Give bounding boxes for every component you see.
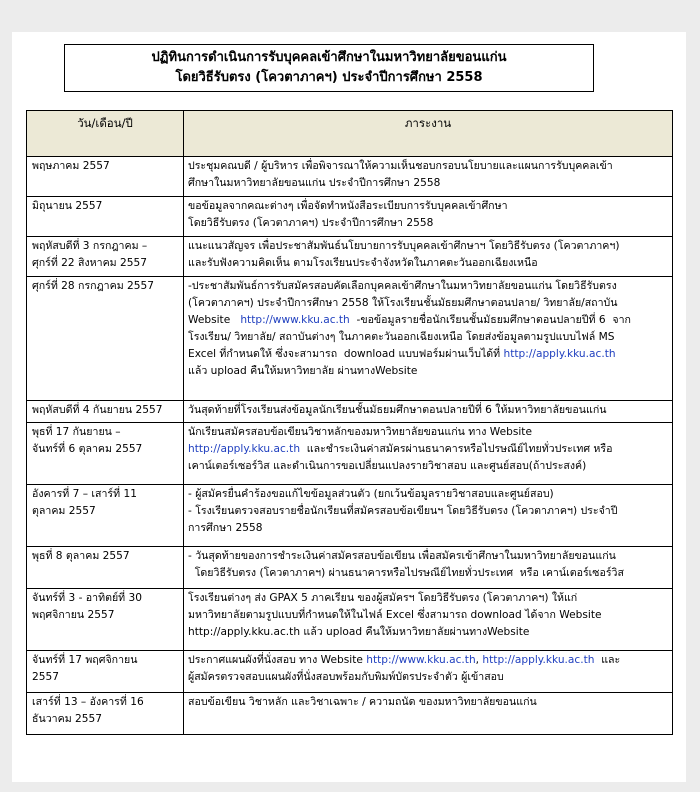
apply-website-link[interactable]: http://apply.kku.ac.th: [503, 348, 616, 360]
date-cell: [27, 547, 184, 589]
task-text: มหาวิทยาลัยตามรูปแบบที่กำหนดให้ในไฟล์ Excel ซึ่งสามารถ download ได้จาก Website: [188, 609, 602, 621]
task-cell: [184, 693, 673, 735]
date-text: จันทร์ที่ 6 ตุลาคม 2557: [32, 443, 143, 455]
date-cell: [27, 197, 184, 237]
date-text: ศุกร์ที่ 28 กรกฎาคม 2557: [32, 280, 155, 292]
task-cell: [184, 589, 673, 651]
task-text: Excel ที่กำหนดให้ ซึ่งจะสามารถ download แบบฟอร์มผ่านเว็บได้ที่: [188, 348, 504, 360]
table-header-row: [27, 111, 673, 157]
task-text: นักเรียนสมัครสอบข้อเขียนวิชาหลักของมหาวิทยาลัยขอนแก่น ทาง Website: [188, 426, 532, 438]
table-row: [27, 485, 673, 547]
task-cell: [184, 485, 673, 547]
date-cell: [27, 589, 184, 651]
apply-website-link[interactable]: http://apply.kku.ac.th: [482, 654, 595, 666]
task-cell: [184, 423, 673, 485]
table-row: [27, 423, 673, 485]
table-row: [27, 589, 673, 651]
header-date: วัน/เดือน/ปี: [27, 111, 184, 157]
task-cell: [184, 277, 673, 401]
task-text: และรับฟังความคิดเห็น ตามโรงเรียนประจำจังหวัดในภาคตะวันออกเฉียงเหนือ: [188, 257, 538, 269]
date-text: พฤษภาคม 2557: [32, 160, 110, 172]
task-text: แนะแนวสัญจร เพื่อประชาสัมพันธ์นโยบายการรับบุคคลเข้าศึกษาฯ โดยวิธีรับตรง (โควตาภาคฯ): [188, 240, 620, 252]
task-cell: [184, 197, 673, 237]
date-cell: [27, 277, 184, 401]
task-text: เคาน์เตอร์เซอร์วิส และดำเนินการขอเปลี่ยนแปลงรายวิชาสอบ และศูนย์สอบ(ถ้าประสงค์): [188, 460, 587, 472]
table-row: [27, 197, 673, 237]
table-row: [27, 651, 673, 693]
task-text: และ: [594, 654, 621, 666]
task-text: ประกาศแผนผังที่นั่งสอบ ทาง Website: [188, 654, 367, 666]
date-cell: [27, 401, 184, 423]
date-text: ศุกร์ที่ 22 สิงหาคม 2557: [32, 257, 147, 269]
table-row: [27, 237, 673, 277]
date-cell: [27, 693, 184, 735]
task-text: โดยวิธีรับตรง (โควตาภาคฯ) ผ่านธนาคารหรือไปรษณีย์ไทยทั่วประเทศ หรือ เคาน์เตอร์เซอร์วิส: [188, 567, 624, 579]
task-cell: [184, 237, 673, 277]
task-text: ประชุมคณบดี / ผู้บริหาร เพื่อพิจารณาให้ความเห็นชอบกรอบนโยบายและแผนการรับบุคคลเข้า: [188, 160, 613, 172]
task-text: วันสุดท้ายที่โรงเรียนส่งข้อมูลนักเรียนชั้นมัธยมศึกษาตอนปลายปีที่ 6 ให้มหาวิทยาลัยขอนแก่น: [188, 404, 607, 416]
task-text: ผู้สมัครตรวจสอบแผนผังที่นั่งสอบพร้อมกับพิมพ์บัตรประจำตัว ผู้เข้าสอบ: [188, 671, 504, 683]
table-row: [27, 401, 673, 423]
document-title: [64, 44, 594, 92]
kku-website-link[interactable]: http://www.kku.ac.th: [240, 314, 350, 326]
task-text: Website: [188, 314, 241, 326]
apply-website-link[interactable]: http://apply.kku.ac.th: [188, 443, 301, 455]
task-text: http://apply.kku.ac.th แล้ว upload คืนให้มหาวิทยาลัยผ่านทางWebsite: [188, 626, 530, 638]
date-text: จันทร์ที่ 3 - อาทิตย์ที่ 30: [32, 592, 142, 604]
date-text: อังคารที่ 7 – เสาร์ที่ 11: [32, 488, 137, 500]
date-text: จันทร์ที่ 17 พฤศจิกายน: [32, 654, 138, 666]
task-text: และชำระเงินค่าสมัครผ่านธนาคารหรือไปรษณีย์ไทยทั่วประเทศ หรือ: [300, 443, 613, 455]
task-text: แล้ว upload คืนให้มหาวิทยาลัย ผ่านทางWebsite: [188, 365, 418, 377]
title-line-1: ปฏิทินการดำเนินการรับบุคคลเข้าศึกษาในมหาวิทยาลัยขอนแก่น: [151, 50, 507, 65]
task-text: -ขอข้อมูลรายชื่อนักเรียนชั้นมัธยมศึกษาตอนปลายปีที่ 6 จาก: [349, 314, 631, 326]
task-cell: [184, 157, 673, 197]
task-text: การศึกษา 2558: [188, 522, 263, 534]
document-page: [12, 32, 686, 782]
date-cell: [27, 651, 184, 693]
task-text: - โรงเรียนตรวจสอบรายชื่อนักเรียนที่สมัครสอบข้อเขียนฯ โดยวิธีรับตรง (โควตาภาคฯ) ประจำปี: [188, 505, 618, 517]
date-text: พฤหัสบดีที่ 4 กันยายน 2557: [32, 404, 163, 416]
title-line-2: โดยวิธีรับตรง (โควตาภาคฯ) ประจำปีการศึกษา 2558: [175, 70, 483, 85]
task-text: - วันสุดท้ายของการชำระเงินค่าสมัครสอบข้อเขียน เพื่อสมัครเข้าศึกษาในมหาวิทยาลัยขอนแก่น: [188, 550, 616, 562]
date-text: พุธที่ 8 ตุลาคม 2557: [32, 550, 130, 562]
date-text: พฤหัสบดีที่ 3 กรกฎาคม –: [32, 240, 148, 252]
task-text: ขอข้อมูลจากคณะต่างๆ เพื่อจัดทำหนังสือระเบียบการรับบุคคลเข้าศึกษา: [188, 200, 508, 212]
date-cell: [27, 485, 184, 547]
task-text: โรงเรียนต่างๆ ส่ง GPAX 5 ภาคเรียน ของผู้สมัครฯ โดยวิธีรับตรง (โควตาภาคฯ) ให้แก่: [188, 592, 578, 604]
date-text: พฤศจิกายน 2557: [32, 609, 115, 621]
task-text: ,: [475, 654, 483, 666]
table-row: [27, 277, 673, 401]
task-cell: [184, 547, 673, 589]
kku-website-link[interactable]: http://www.kku.ac.th: [366, 654, 476, 666]
header-task: ภาระงาน: [184, 111, 673, 157]
date-text: เสาร์ที่ 13 – อังคารที่ 16: [32, 696, 144, 708]
date-text: ตุลาคม 2557: [32, 505, 96, 517]
schedule-table: [26, 110, 673, 735]
task-text: สอบข้อเขียน วิชาหลัก และวิชาเฉพาะ / ความถนัด ของมหาวิทยาลัยขอนแก่น: [188, 696, 537, 708]
task-cell: [184, 651, 673, 693]
date-text: ธันวาคม 2557: [32, 713, 103, 725]
date-text: พุธที่ 17 กันยายน –: [32, 426, 121, 438]
table-row: [27, 693, 673, 735]
task-text: - ผู้สมัครยื่นคำร้องขอแก้ไขข้อมูลส่วนตัว (ยกเว้นข้อมูลรายวิชาสอบและศูนย์สอบ): [188, 488, 554, 500]
date-text: มิถุนายน 2557: [32, 200, 103, 212]
task-cell: [184, 401, 673, 423]
date-text: 2557: [32, 671, 59, 683]
task-text: โรงเรียน/ วิทยาลัย/ สถาบันต่างๆ ในภาคตะวันออกเฉียงเหนือ โดยส่งข้อมูลตามรูปแบบไฟล์ MS: [188, 331, 615, 343]
task-text: ศึกษาในมหาวิทยาลัยขอนแก่น ประจำปีการศึกษา 2558: [188, 177, 441, 189]
date-cell: [27, 157, 184, 197]
table-row: [27, 547, 673, 589]
table-row: [27, 157, 673, 197]
date-cell: [27, 423, 184, 485]
date-cell: [27, 237, 184, 277]
task-text: -ประชาสัมพันธ์การรับสมัครสอบคัดเลือกบุคคลเข้าศึกษาในมหาวิทยาลัยขอนแก่น โดยวิธีรับตรง: [188, 280, 617, 292]
task-text: (โควตาภาคฯ) ประจำปีการศึกษา 2558 ให้โรงเรียนชั้นมัธยมศึกษาตอนปลาย/ วิทยาลัย/สถาบัน: [188, 297, 618, 309]
task-text: โดยวิธีรับตรง (โควตาภาคฯ) ประจำปีการศึกษา 2558: [188, 217, 434, 229]
